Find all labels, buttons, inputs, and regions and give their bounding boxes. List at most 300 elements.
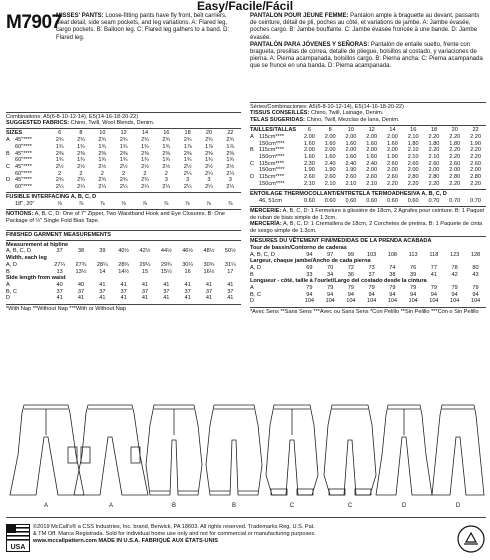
yardage-value: 2¼ — [205, 170, 213, 177]
measure-value: 41 — [205, 281, 213, 288]
measure-value: 37 — [56, 248, 63, 255]
yardage-row — [6, 137, 241, 144]
telas-text: Chino, Twill, Mezclas de lana, Denim. — [306, 116, 400, 123]
metric-value: 1.90 — [303, 167, 315, 174]
measure-value: 41 — [184, 295, 191, 302]
measure-value: 27¼ — [54, 261, 66, 268]
measure-value: 94 — [451, 291, 458, 298]
interfacing-header — [6, 194, 241, 201]
view-cell: B — [6, 150, 10, 157]
nap-note: *With Nap **Without Nap ***With or Without Nap — [6, 305, 127, 312]
measure-value: 28¼ — [96, 261, 108, 268]
merceria — [250, 221, 486, 234]
measure-row — [6, 262, 241, 269]
measure-value: 34 — [327, 271, 334, 278]
measure-value: 104 — [429, 298, 439, 305]
fabric-width: 150cm**** — [259, 167, 285, 174]
measure-view: B — [6, 268, 10, 275]
mercerie — [250, 208, 486, 221]
measure-value: 123 — [449, 251, 460, 258]
measure-value: 41 — [141, 281, 149, 288]
yardage-value: 2¾ — [141, 177, 149, 184]
size-cell: 18 — [184, 130, 191, 137]
measure-value: 13 — [56, 268, 63, 275]
metric-value: 2.60 — [345, 174, 357, 181]
yardage-value: 1¾ — [226, 157, 235, 164]
tissus-label: TISSUS CONSEILLÉS: — [250, 110, 310, 117]
yardage-value: 1⅞ — [183, 143, 192, 150]
yardage-row — [6, 164, 241, 171]
yardage-value: 2¼ — [119, 184, 128, 191]
metric-value: 2.60 — [387, 160, 398, 167]
sizes-row — [6, 130, 241, 137]
measure-value: 94 — [368, 291, 375, 298]
metric-value: 2.20 — [428, 147, 440, 154]
copyright-line-2: & TM Off. Marca Registrada. Sold for individual home use only and not for commercial or manufacturing purposes. — [33, 530, 316, 537]
metric-value: 2.00 — [345, 147, 357, 154]
view-cell — [6, 157, 15, 164]
measure-value: 80 — [472, 264, 479, 271]
fabrics-text: Chino, Twill, Wool Blends, Denim. — [70, 120, 155, 127]
metric-row — [250, 134, 486, 141]
yardage-value: 2¾ — [226, 137, 235, 144]
metric-value: 2.80 — [470, 174, 481, 181]
measure-row — [250, 272, 486, 279]
yardage-value: 2¾ — [55, 177, 64, 184]
interfacing-row — [6, 201, 241, 208]
view-label: D — [455, 503, 461, 509]
size-cell: 10 — [347, 127, 355, 134]
measure-row — [250, 285, 486, 292]
yardage-value: 2½ — [183, 163, 192, 170]
entoilage-value: 0.60 — [366, 197, 378, 204]
metric-value: 2.60 — [428, 160, 440, 167]
yardage-value: 1¾ — [119, 157, 128, 164]
fabric-width: 60"**** — [15, 143, 32, 150]
interfacing-value: ⅞ — [163, 200, 169, 207]
view-label: C — [347, 503, 353, 509]
view-cell: A — [6, 137, 10, 144]
measure-value: 74 — [389, 264, 396, 271]
metric-value: 2.80 — [407, 174, 419, 181]
measure-value: 79 — [368, 285, 375, 292]
metric-value: 1.80 — [407, 140, 419, 147]
fabric-width: 60"**** — [15, 184, 32, 191]
metric-row — [250, 167, 486, 174]
view-c-back-drawing — [324, 405, 376, 495]
measure-value: 37 — [163, 288, 170, 295]
mercerie-text: A, B, C, D: 1 Fermeture à glissière de 18cm, 2 Agrafes pour ceinture. B: 1 Paquet de ruban de biais simple de 1.3cm. — [250, 207, 485, 221]
yardage-value: 2 — [122, 170, 126, 177]
yardage-value: 2⅜ — [98, 150, 107, 157]
metric-value: 2.00 — [407, 167, 419, 174]
entoilage-value: 0.60 — [345, 197, 357, 204]
flag-icon — [7, 525, 29, 551]
measure-row — [250, 252, 486, 259]
interfacing-value: ⅞ — [78, 200, 84, 207]
measure-value: 29¾ — [160, 261, 172, 268]
size-cell: 22 — [472, 127, 479, 134]
measure-value: 104 — [387, 298, 398, 305]
fabric-width: 45"**** — [15, 137, 32, 144]
measure-value: 41 — [99, 295, 106, 302]
divider — [250, 236, 486, 237]
metric-row — [250, 147, 486, 154]
measure-value: 41 — [205, 295, 213, 302]
yardage-value: 1¾ — [98, 157, 107, 164]
yardage-value: 2¾ — [98, 137, 107, 144]
measure-row — [250, 292, 486, 299]
usa-flag-logo — [6, 524, 30, 552]
view-b-back-drawing — [206, 405, 262, 495]
notions-label: NOTIONS: — [6, 211, 34, 218]
measure-value: 28¾ — [118, 261, 130, 268]
measure-value: 72 — [347, 264, 354, 271]
fabric-width: 115cm**** — [259, 133, 285, 140]
metric-value: 1.80 — [449, 140, 461, 147]
yardage-value: 2¾ — [77, 177, 85, 184]
measure-value: 13½ — [75, 268, 87, 275]
view-cell — [250, 141, 259, 148]
metric-value: 2.20 — [428, 180, 440, 187]
view-label: A — [43, 503, 49, 509]
view-cell — [6, 184, 15, 191]
fabric-width: 150cm**** — [259, 180, 285, 187]
fabric-width: 45"**** — [15, 150, 32, 157]
measure-label: Measurement at hipline — [6, 241, 69, 248]
divider — [250, 102, 486, 103]
yardage-row — [6, 151, 241, 158]
measure-value: 94 — [327, 291, 334, 298]
interfacing-value: ⅞ — [121, 200, 126, 207]
view-cell — [6, 171, 15, 178]
measure-value: 79 — [327, 285, 334, 292]
measure-value: 118 — [429, 251, 439, 258]
entoilage-width: 46, 51cm — [259, 197, 283, 204]
metric-value: 2.10 — [407, 133, 419, 140]
measure-value: 70 — [327, 264, 334, 271]
measure-value: 30¼ — [182, 261, 194, 268]
yardage-value: 3 — [164, 177, 168, 184]
divider — [250, 189, 486, 190]
view-label: B — [231, 503, 237, 509]
entoilage-label: ENTOILAGE THERMOCOLLANT/ENTRETELA TERMOADHESIVA A, B, C, D — [250, 190, 447, 197]
recycle-icon — [456, 524, 486, 554]
yardage-row — [6, 184, 241, 191]
english-description — [56, 13, 238, 42]
measure-value: 38 — [389, 271, 396, 278]
yardage-value: 1¾ — [77, 157, 85, 164]
metric-value: 2.20 — [407, 180, 419, 187]
yardage-value: 2½ — [162, 163, 171, 170]
metric-row — [250, 154, 486, 161]
yardage-value: 2¾ — [98, 177, 107, 184]
size-cell: 8 — [328, 127, 332, 134]
entoilage-value: 0.60 — [303, 197, 315, 204]
divider — [250, 206, 486, 207]
measure-value: 104 — [325, 298, 335, 305]
view-cell: B — [250, 147, 254, 154]
nap-note-fr-es: *Avec Sens **Sans Sens ***Avec ou Sans Sens *Con Pelillo **Sin Pelillo ***Con o Sin Pelillo — [250, 308, 479, 315]
yardage-value: 2¼ — [226, 184, 235, 191]
view-label: A — [108, 503, 114, 509]
measure-row — [6, 282, 241, 289]
size-cell: 22 — [227, 130, 234, 137]
view-cell — [6, 144, 15, 151]
yardage-value: 2½ — [98, 163, 107, 170]
view-cell — [250, 181, 259, 188]
measure-value: 41 — [99, 281, 106, 288]
yardage-value: 1¾ — [77, 143, 85, 150]
measure-value: 94 — [430, 291, 437, 298]
tissus-text: Chino, Twill, Lainage, Denim. — [310, 110, 384, 117]
fabric-width: 45"**** — [15, 177, 32, 184]
yardage-value: 2¼ — [205, 184, 213, 191]
entoilage-value: 0.60 — [324, 197, 336, 204]
fabrics-label: SUGGESTED FABRICS: — [6, 120, 70, 127]
size-cell: 12 — [120, 130, 127, 137]
measure-value: 42½ — [139, 248, 151, 255]
measure-value: 104 — [449, 298, 460, 305]
metric-value: 2.00 — [303, 147, 315, 154]
divider — [6, 192, 241, 193]
notions-text: A, B, C, D: One of 7" Zipper, Two Waistband Hook and Eye Closures. B: One Package of ½" Single Fold Bias Tape. — [6, 211, 226, 224]
metric-value: 2.00 — [324, 133, 336, 140]
measure-value: 128 — [470, 251, 481, 258]
measure-row — [6, 248, 241, 255]
fabric-width: 45"**** — [15, 163, 32, 170]
measure-value: 15½ — [160, 268, 172, 275]
metric-value: 1.60 — [303, 140, 315, 147]
measure-subheader — [250, 278, 486, 285]
telas-label: TELAS SUGERIDAS: — [250, 116, 306, 123]
view-cell: D — [250, 174, 255, 181]
measure-value: 37 — [120, 288, 127, 295]
yardage-value: 1¾ — [162, 143, 171, 150]
entoilage-value: 0.70 — [470, 197, 481, 204]
metric-value: 2.10 — [345, 180, 357, 187]
metric-value: 2.20 — [449, 133, 461, 140]
metric-value: 2.00 — [449, 167, 461, 174]
measure-value: 94 — [306, 251, 313, 258]
measure-value: 104 — [366, 298, 377, 305]
usa-label: USA — [10, 544, 26, 551]
measure-value: 37 — [77, 288, 85, 295]
measure-value: 104 — [304, 298, 315, 305]
metric-row — [250, 141, 486, 148]
yardage-value: 2½ — [55, 163, 64, 170]
metric-value: 1.60 — [345, 140, 357, 147]
yardage-row — [6, 177, 241, 184]
notions — [6, 211, 241, 224]
metric-value: 2.60 — [387, 174, 398, 181]
metric-value: 2.10 — [303, 180, 315, 187]
yardage-value: 1¾ — [141, 157, 149, 164]
interfacing-label: FUSIBLE INTERFACING A, B, C, D — [6, 194, 97, 201]
fabric-width: 150cm**** — [259, 140, 285, 147]
entoilage-value: 0.70 — [428, 197, 440, 204]
yardage-value: 2½ — [119, 163, 128, 170]
metric-value: 1.60 — [366, 153, 378, 160]
french-description — [250, 13, 486, 42]
copyright-line-3: www.mccallpattern.com MADE IN U.S.A. FABRIQUÉ AUX ÉTATS-UNIS — [33, 537, 218, 544]
measure-value: 69 — [306, 264, 313, 271]
spanish-description — [250, 42, 486, 71]
metric-value: 2.60 — [407, 160, 419, 167]
metric-value: 1.60 — [387, 140, 398, 147]
metric-value: 1.60 — [303, 153, 315, 160]
view-cell: A — [250, 133, 254, 140]
measure-subheader — [6, 275, 241, 282]
yardage-value: 2⅜ — [55, 150, 64, 157]
entoilage-table — [250, 198, 486, 205]
measure-value: 31¼ — [224, 261, 236, 268]
technical-drawings-svg — [6, 395, 486, 513]
metric-value: 2.20 — [449, 180, 461, 187]
measure-view: D — [6, 295, 11, 302]
metric-value: 2.10 — [366, 180, 378, 187]
metric-value: 2.00 — [387, 147, 398, 154]
measure-value: 39 — [99, 248, 106, 255]
measure-label: Longueur - côté, taille à l'ourlet/Largo del costado desde la cintura — [250, 278, 427, 285]
measure-value: 37 — [368, 271, 375, 278]
measure-value: 30¾ — [203, 261, 215, 268]
view-label: B — [171, 503, 177, 509]
metric-value: 2.20 — [470, 147, 481, 154]
measure-view: A, D — [250, 264, 261, 271]
view-b-front-drawing — [146, 405, 202, 495]
size-cell: 12 — [368, 127, 375, 134]
measure-value: 37 — [99, 288, 106, 295]
yardage-value: 2¼ — [183, 170, 192, 177]
tissus-conseilles — [250, 110, 486, 117]
measure-value: 104 — [408, 298, 418, 305]
view-label: C — [289, 503, 295, 509]
fabric-width: 60"**** — [15, 157, 32, 164]
sizes-label: SIZES — [6, 130, 23, 137]
yardage-row — [6, 144, 241, 151]
finished-measurements-header: FINISHED GARMENT MEASUREMENTS — [6, 231, 112, 238]
metric-value: 2.20 — [449, 153, 461, 160]
metric-value: 1.60 — [324, 153, 336, 160]
interfacing-width: 18", 20" — [15, 200, 35, 207]
metric-value: 2.10 — [407, 153, 419, 160]
measure-label: Tour de bassin/Contorno de caderas — [250, 244, 347, 251]
english-column — [56, 13, 238, 42]
metric-value: 2.20 — [387, 180, 398, 187]
yardage-value: 2½ — [141, 163, 149, 170]
yardage-value: 2⅜ — [205, 150, 213, 157]
yardage-value: 1¾ — [205, 157, 213, 164]
measure-value: 50½ — [224, 248, 236, 255]
measure-value: 37 — [141, 288, 149, 295]
copyright-line-1: ©2019 McCall's® a CSS Industries, Inc. brand, Berwick, PA 18603. All rights reserved. Trademarks Reg. U.S. Pat. — [33, 524, 315, 530]
measure-view: A, B, C, D — [6, 248, 31, 255]
interfacing-value: ⅞ — [99, 200, 105, 207]
measure-value: 48½ — [203, 248, 215, 255]
measure-value: 79 — [389, 285, 396, 292]
metric-value: 1.90 — [387, 153, 398, 160]
yardage-value: 2¾ — [162, 137, 171, 144]
measure-value: 76 — [410, 264, 417, 271]
size-cell: 6 — [58, 130, 62, 137]
measure-subheader — [250, 245, 486, 252]
measure-subheader — [6, 255, 241, 262]
yardage-value: 3 — [207, 177, 211, 184]
metric-value: 2.40 — [366, 160, 378, 167]
measure-row — [6, 289, 241, 296]
measure-value: 43 — [472, 271, 479, 278]
size-cell: 14 — [389, 127, 396, 134]
metric-value: 2.00 — [366, 167, 378, 174]
yardage-value: 2¾ — [183, 137, 192, 144]
measure-value: 79 — [472, 285, 479, 292]
view-cell — [250, 198, 259, 205]
yardage-value: 2⅜ — [141, 150, 149, 157]
measure-value: 40 — [56, 281, 63, 288]
tailles-label: TAILLES/TALLAS — [250, 127, 297, 134]
metric-value: 1.90 — [345, 167, 357, 174]
size-cell: 10 — [99, 130, 106, 137]
measure-value: 104 — [470, 298, 481, 305]
yardage-value: 1⅞ — [226, 143, 235, 150]
yardage-value: 1¾ — [119, 143, 128, 150]
yardage-value: 2⅜ — [119, 150, 128, 157]
view-cell — [250, 154, 259, 161]
interfacing-value: ⅞ — [57, 200, 62, 207]
measure-view: A — [250, 285, 254, 292]
yardage-value: 1¾ — [183, 157, 192, 164]
measure-value: 41 — [163, 281, 170, 288]
divider — [250, 307, 486, 308]
interfacing-value: ⅞ — [142, 200, 148, 207]
measure-value: 104 — [346, 298, 356, 305]
yardage-table — [6, 130, 241, 190]
fabric-width: 150cm**** — [259, 153, 285, 160]
divider — [6, 112, 241, 113]
measure-value: 14½ — [118, 268, 130, 275]
measure-row — [6, 269, 241, 276]
yardage-value: 2¼ — [141, 184, 149, 191]
measure-value: 97 — [327, 251, 334, 258]
divider — [6, 304, 241, 305]
measure-view: D — [250, 298, 255, 305]
measure-value: 94 — [347, 291, 354, 298]
metric-value: 2.10 — [428, 153, 440, 160]
measure-value: 94 — [389, 291, 396, 298]
measure-value: 41 — [120, 281, 127, 288]
view-cell: C — [250, 160, 255, 167]
measure-value: 16 — [184, 268, 191, 275]
measure-value: 41 — [184, 281, 191, 288]
metric-measurements-table — [250, 245, 486, 305]
yardage-value: 3 — [228, 177, 232, 184]
measure-value: 41 — [56, 295, 63, 302]
measure-value: 103 — [366, 251, 377, 258]
metric-value: 2.00 — [387, 133, 398, 140]
size-cell: 6 — [307, 127, 311, 134]
measure-value: 94 — [306, 291, 313, 298]
yardage-value: 2½ — [226, 163, 235, 170]
merceria-text: A, B, C, D: 1 Cremallera de 18cm, 2 Corchetes de pretina. B: 1 Paquete de cinta de sesgo simple de 1.3cm. — [250, 221, 483, 234]
metric-value: 2.60 — [366, 174, 378, 181]
measure-value: 40½ — [118, 248, 130, 255]
yardage-value: 2¾ — [205, 137, 213, 144]
metric-row — [250, 161, 486, 168]
metric-value: 2.00 — [324, 147, 336, 154]
metric-yardage-table — [250, 127, 486, 187]
divider — [6, 209, 241, 210]
